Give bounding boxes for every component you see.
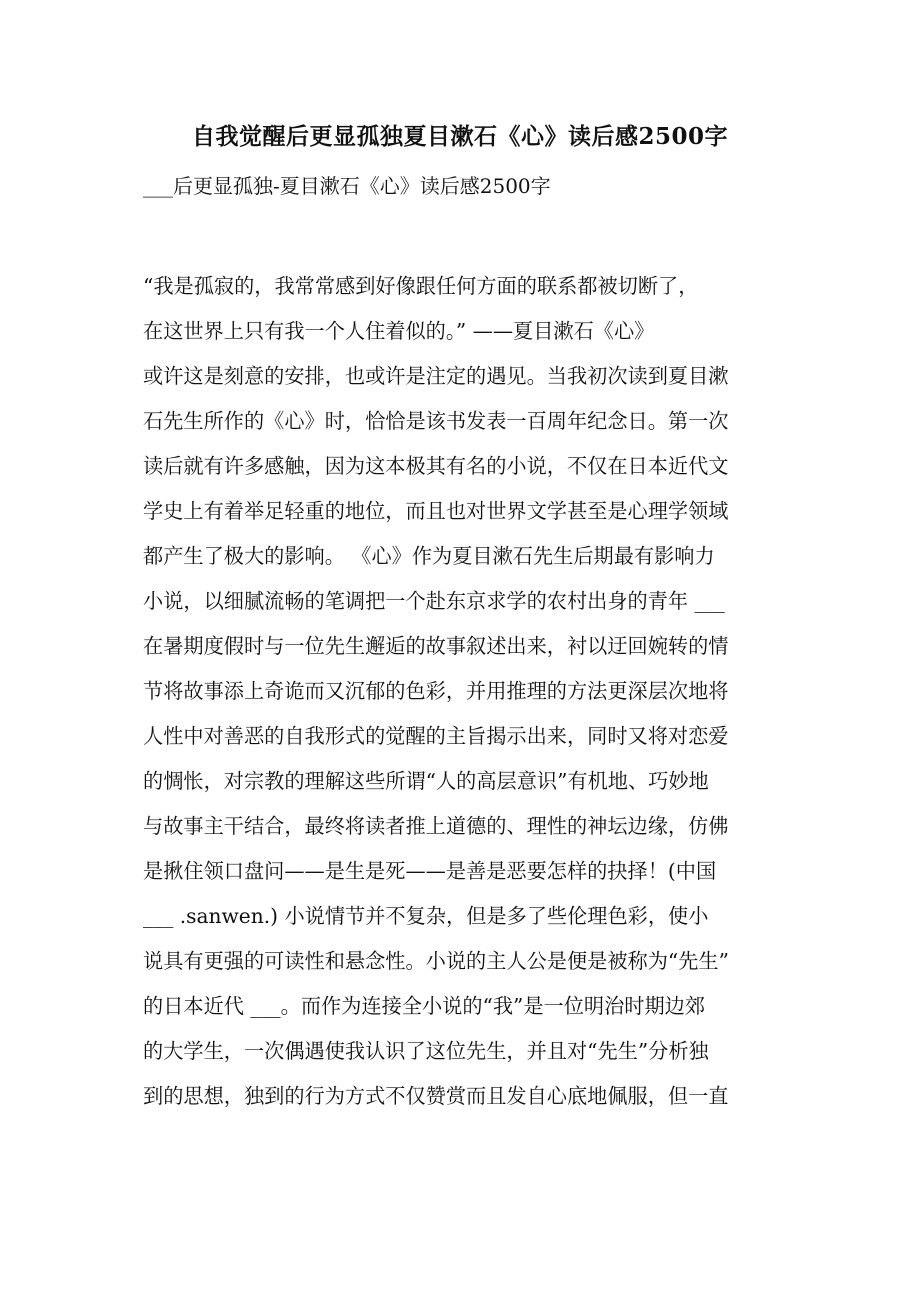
paragraph-line: 学史上有着举足轻重的地位，而且也对世界文学甚至是心理学领域 [143, 499, 729, 523]
paragraph-line: 是揪住领口盘问——是生是死——是善是恶要怎样的抉择！(中国 [143, 859, 717, 883]
paragraph-line: 在暑期度假时与一位先生邂逅的故事叙述出来，衬以迂回婉转的情 [143, 634, 729, 658]
paragraph-line: 人性中对善恶的自我形式的觉醒的主旨揭示出来，同时又将对恋爱 [143, 724, 729, 748]
paragraph-line: 说具有更强的可读性和悬念性。小说的主人公是便是被称为“先生” [143, 949, 729, 973]
paragraph-line: “我是孤寂的，我常常感到好像跟任何方面的联系都被切断了， [143, 274, 699, 298]
paragraph-line: 都产生了极大的影响。 《心》作为夏目漱石先生后期最有影响力 [143, 544, 715, 568]
paragraph-line: 读后就有许多感触，因为这本极其有名的小说，不仅在日本近代文 [143, 454, 729, 478]
document-body [143, 264, 783, 1119]
paragraph-line: 小说，以细腻流畅的笔调把一个赴东京求学的农村出身的青年 ___ [143, 589, 725, 613]
paragraph-line: 石先生所作的《心》时，恰恰是该书发表一百周年纪念日。第一次 [143, 409, 729, 433]
paragraph-line: ___ .sanwen.) 小说情节并不复杂，但是多了些伦理色彩，使小 [143, 904, 709, 928]
paragraph-line: 的日本近代 ___。而作为连接全小说的“我”是一位明治时期边郊 [143, 994, 706, 1018]
paragraph-line: 或许这是刻意的安排，也或许是注定的遇见。当我初次读到夏目漱 [143, 364, 729, 388]
paragraph-line: 到的思想，独到的行为方式不仅赞赏而且发自心底地佩服，但一直 [143, 1084, 729, 1108]
paragraph-line: 的惆怅，对宗教的理解这些所谓“人的高层意识”有机地、巧妙地 [143, 769, 709, 793]
document-subtitle: ___后更显孤独-夏目漱石《心》读后感2500字 [143, 174, 551, 198]
paragraph-line: 的大学生，一次偶遇使我认识了这位先生，并且对“先生”分析独 [143, 1039, 709, 1063]
document-title: 自我觉醒后更显孤独夏目漱石《心》读后感2500字 [191, 123, 728, 150]
paragraph-line: 与故事主干结合，最终将读者推上道德的、理性的神坛边缘，仿佛 [143, 814, 729, 838]
paragraph-line: 在这世界上只有我一个人住着似的。” ——夏目漱石《心》 [143, 319, 655, 343]
paragraph-line: 节将故事添上奇诡而又沉郁的色彩，并用推理的方法更深层次地将 [143, 679, 729, 703]
